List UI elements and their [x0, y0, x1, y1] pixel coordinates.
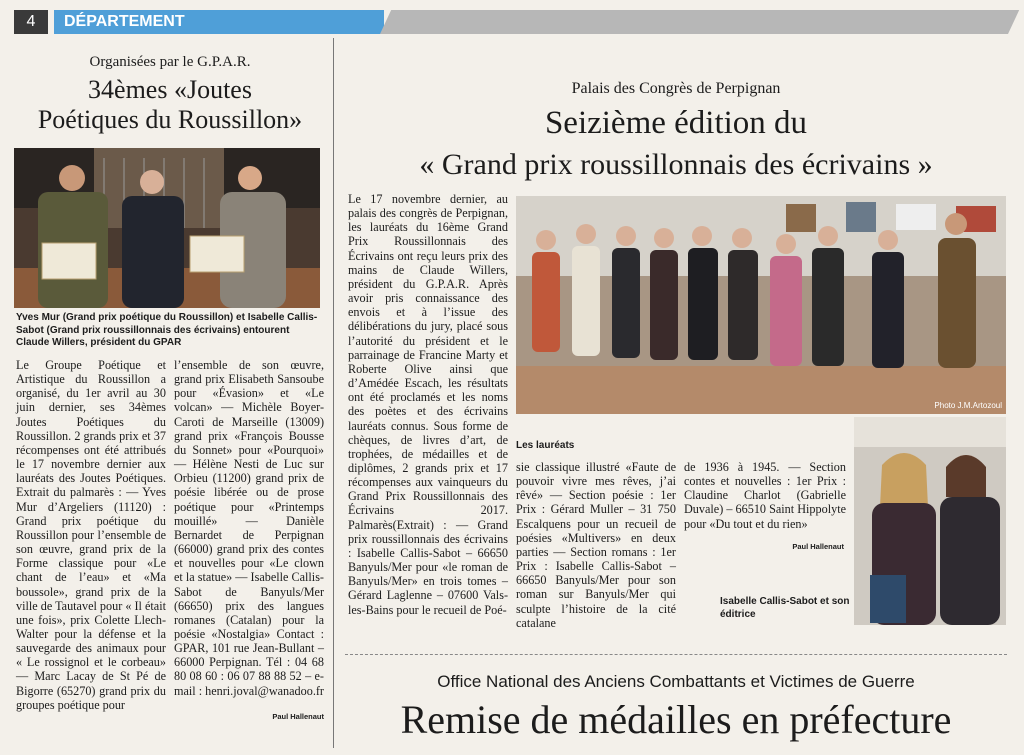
left-title-line1: 34èmes «Joutes	[88, 75, 252, 104]
page-number: 4	[14, 10, 48, 34]
author-photo	[854, 417, 1006, 625]
author-photo-illustration	[854, 417, 1006, 625]
left-title-line2: Poétiques du Roussillon»	[37, 105, 303, 134]
header-grey-bar	[380, 10, 1019, 34]
section-label: DÉPARTEMENT	[54, 10, 384, 34]
award-photo-illustration	[14, 148, 320, 308]
left-article-credit: Paul Hallenaut	[272, 712, 324, 721]
laureates-photo-illustration	[516, 196, 1006, 414]
bottom-article-title: Remise de médailles en préfecture	[400, 697, 952, 742]
right-article-title-line1: Seizième édition du	[544, 105, 808, 141]
section-separator	[345, 654, 1007, 656]
left-article-column-1: Le Groupe Poétique et Artistique du Roussillon a organisé, du 1er avril au 30 juin dernier, ses 34èmes Joutes Poétiques du Roussillon. 2 grands prix et 37 récompenses ont été attribués le 17 novembre dernier aux lauréats des Joutes Poétiques. Extrait du palmarès : — Yves Mur d’Argeliers (11120) : Grand prix poétique du Roussillon pour l’ensemble de son œuvre, grand prix de la Forme classique pour «Le chant de l’eau» et «Ma boussole», grand prix de la ville de Tautavel pour « Il était une fois», prix Colette Llech-Walter pour la défense et la sauvegarde des animaux pour « Le rossignol et le corbeau» — Marc Lacay de St Pé de Bigorre (65270) grand prix du groupes poétique pour	[16, 358, 166, 712]
left-article-kicker: Organisées par le G.P.A.R.	[89, 54, 251, 70]
award-photo	[14, 148, 320, 308]
left-article-title	[14, 75, 326, 135]
right-article-column-1: Le 17 novembre dernier, au palais des congrès de Perpignan, les lauréats du 16ème Grand Prix Roussillonnais des Écrivains ont reçu leurs prix des mains de Claude Willers, président du G.P.A.R. Après avoir pris connaissance des envois et à l’issue des délibérations du jury, placé sous l’autorité du président et le parrainage de Francine Marty et Roberte Olive ainsi que d’Amédée Escach, les résultats ont été proclamés et les noms des poètes et des écrivains lauréats connus. Sous forme de chèques, de livres d’art, de trophées, de médailles et de diplômes, 2 grands prix et 17 récompenses aux vainqueurs du Grand Prix Roussillonnais des Écrivains 2017. Palmarès(Extrait) : — Grand prix roussillonnais des écrivains : Isabelle Callis-Sabot – 66650 Banyuls/Mer pour «le roman de Banyuls/Mer» en trois tomes – Gérard Laglenne – 07600 Vals-les-Bains pour le recueil de Poé-	[348, 192, 508, 617]
right-article-column-3: de 1936 à 1945. — Section contes et nouvelles : 1er Prix : Claudine Charlot (Gabrielle Duvale) – 66510 Saint Hippolyte pour «Du tout et du rien»	[684, 460, 846, 531]
right-article-credit: Paul Hallenaut	[792, 542, 844, 551]
right-article-column-2: sie classique illustré «Faute de pouvoir vivre mes rêves, j’ai rêvé» — Section poésie : 1er Prix : Gérard Muller – 31 750 Escalquens pour un recueil de poésies «Multivers» en deux parties — Section romans : 1er Prix : Isabelle Callis-Sabot – 66650 Banyuls/Mer pour son roman sur Banyuls/Mer qui sculpte l’histoire de la cité catalane	[516, 460, 676, 630]
laureates-photo-credit: Photo J.M.Artozoul	[934, 401, 1002, 410]
author-photo-caption: Isabelle Callis-Sabot et son éditrice	[720, 596, 850, 620]
column-divider	[333, 38, 334, 748]
laureates-caption: Les lauréats	[516, 440, 575, 451]
left-article	[14, 38, 326, 135]
laureates-photo	[516, 196, 1006, 414]
right-article-title-line2: « Grand prix roussillonnais des écrivains »	[419, 148, 933, 181]
left-article-column-2: l’ensemble de son œuvre, grand prix Elisabeth Sansoube pour «Évasion» et «Le volcan» — Michèle Boyer-Caroti de Marseille (13009) grand prix «François Bousse du Sonnet» pour «Pourquoi» — Hélène Nesti de Luc sur Orbieu (11200) grand prix de poésie libérée ou de prose poétique pour «Printemps mouillé» — Danièle Bernardet de Perpignan (66000) grand prix des contes et nouvelles pour «Le clown et la statue» — Isabelle Callis-Sabot de Banyuls/Mer (66650) prix des langues romanes (Catalan) pour la poésie «Nostalgia» Contact : GPAR, 101 rue Jean-Bullant – 66000 Perpignan. Tél : 04 68 80 08 60 : 06 07 88 88 52 – e-mail : henri.joval@wanadoo.fr	[174, 358, 324, 698]
award-photo-caption: Yves Mur (Grand prix poétique du Roussillon) et Isabelle Callis-Sabot (Grand prix roussillonnais des écrivains) entourent Claude Willers, président du GPAR	[16, 312, 318, 348]
page-header	[14, 10, 1008, 34]
right-article-kicker: Palais des Congrès de Perpignan	[571, 80, 781, 97]
bottom-article-kicker: Office National des Anciens Combattants et Victimes de Guerre	[437, 672, 915, 691]
